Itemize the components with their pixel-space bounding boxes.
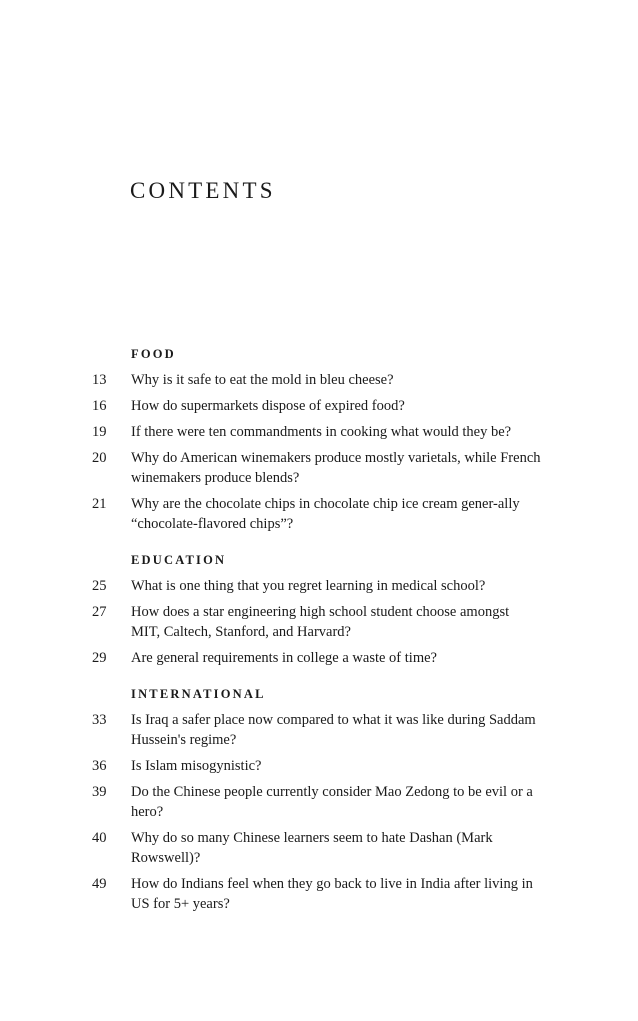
toc-entry[interactable] bbox=[0, 448, 638, 488]
toc-entry[interactable] bbox=[0, 602, 638, 642]
entry-title: Why are the chocolate chips in chocolate chip ice cream gener-ally “chocolate-flavored chips”? bbox=[131, 496, 520, 532]
page-number: 25 bbox=[92, 578, 107, 594]
entry-title: What is one thing that you regret learning in medical school? bbox=[131, 578, 486, 594]
table-of-contents bbox=[0, 344, 638, 920]
toc-entry[interactable] bbox=[0, 648, 638, 668]
entry-title: How do Indians feel when they go back to live in India after living in US for 5+ years? bbox=[131, 876, 533, 912]
page-number: 19 bbox=[92, 424, 107, 440]
page-number: 27 bbox=[92, 604, 107, 620]
entry-title: Why do so many Chinese learners seem to hate Dashan (Mark Rowswell)? bbox=[131, 830, 493, 866]
section-heading: INTERNATIONAL bbox=[131, 687, 266, 701]
entry-title: If there were ten commandments in cooking what would they be? bbox=[131, 424, 512, 440]
section-international bbox=[0, 684, 638, 914]
toc-entry[interactable] bbox=[0, 710, 638, 750]
toc-entry[interactable] bbox=[0, 396, 638, 416]
toc-entry[interactable] bbox=[0, 782, 638, 822]
entry-title: Why do American winemakers produce mostly varietals, while French winemakers produce blends? bbox=[131, 450, 541, 486]
page-number: 36 bbox=[92, 758, 107, 774]
entry-title: Is Islam misogynistic? bbox=[131, 758, 262, 774]
toc-entry[interactable] bbox=[0, 494, 638, 534]
toc-entry[interactable] bbox=[0, 874, 638, 914]
entry-title: How do supermarkets dispose of expired food? bbox=[131, 398, 405, 414]
section-education bbox=[0, 550, 638, 668]
toc-entry[interactable] bbox=[0, 370, 638, 390]
page-number: 49 bbox=[92, 876, 107, 892]
toc-entry[interactable] bbox=[0, 756, 638, 776]
section-heading: EDUCATION bbox=[131, 553, 227, 567]
section-food bbox=[0, 344, 638, 534]
page-number: 39 bbox=[92, 784, 107, 800]
toc-entry[interactable] bbox=[0, 576, 638, 596]
page-number: 21 bbox=[92, 496, 107, 512]
page-number: 16 bbox=[92, 398, 107, 414]
toc-entry[interactable] bbox=[0, 828, 638, 868]
entry-title: Are general requirements in college a waste of time? bbox=[131, 650, 437, 666]
page-number: 20 bbox=[92, 450, 107, 466]
toc-entry[interactable] bbox=[0, 422, 638, 442]
page-number: 40 bbox=[92, 830, 107, 846]
page-number: 33 bbox=[92, 712, 107, 728]
page-title: CONTENTS bbox=[130, 178, 276, 203]
page-number: 29 bbox=[92, 650, 107, 666]
section-heading: FOOD bbox=[131, 347, 176, 361]
entry-title: Do the Chinese people currently consider Mao Zedong to be evil or a hero? bbox=[131, 784, 533, 820]
entry-title: Is Iraq a safer place now compared to what it was like during Saddam Hussein's regime? bbox=[131, 712, 536, 748]
page-number: 13 bbox=[92, 372, 107, 388]
entry-title: Why is it safe to eat the mold in bleu cheese? bbox=[131, 372, 394, 388]
entry-title: How does a star engineering high school student choose amongst MIT, Caltech, Stanford, and Harvard? bbox=[131, 604, 510, 640]
